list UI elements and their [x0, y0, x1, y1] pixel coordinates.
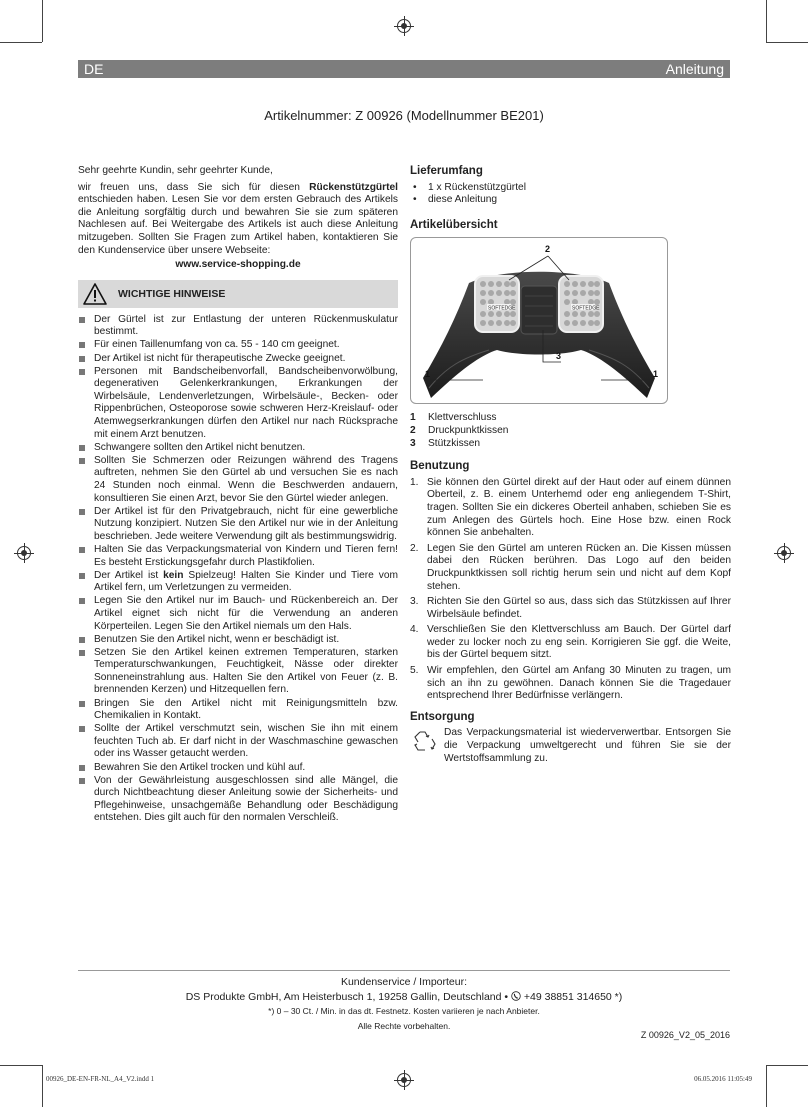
scope-list: [410, 182, 731, 207]
product-name: Rückenstützgürtel: [309, 181, 398, 193]
list-item: Für einen Taillenumfang von ca. 55 - 140 cm geeignet.: [78, 339, 398, 352]
list-item: Der Gürtel ist zur Entlastung der unteren Rückenmuskulatur bestimmt.: [78, 314, 398, 339]
step-number: 1.: [410, 476, 419, 488]
legend-label: Stützkissen: [428, 437, 481, 449]
legend-label: Klettverschluss: [428, 412, 497, 424]
footer-rights: Alle Rechte vorbehalten.: [357, 1021, 451, 1031]
step-text: Wir empfehlen, den Gürtel am Anfang 30 Minuten zu tragen, um sich an ihn zu gewöhnen. Danach können Sie die Tragedauer entsprechend Ihrer Bedürfnisse verlängern.: [427, 665, 731, 702]
toy-bold: kein: [163, 569, 184, 581]
callout-label: 1: [425, 369, 431, 380]
usage-step: [410, 477, 731, 540]
recycling-icon: [412, 729, 440, 753]
list-item: [78, 570, 398, 595]
website-link[interactable]: www.service-shopping.de: [175, 259, 301, 271]
disposal-heading: Entsorgung: [410, 710, 475, 723]
intro-paragraph: [78, 182, 398, 258]
legend-row: [410, 438, 731, 451]
scope-heading: Lieferumfang: [410, 165, 483, 177]
support-cushion: [521, 286, 557, 334]
phone-icon: [511, 991, 521, 1001]
footer-divider: [78, 970, 730, 971]
left-column: [78, 165, 398, 826]
list-item: Bewahren Sie den Artikel trocken und kühl auf.: [78, 762, 398, 775]
overview-heading: Artikelübersicht: [410, 218, 498, 231]
pad-logo: SOFTEDGE: [488, 305, 516, 312]
usage-step: [410, 543, 731, 593]
list-item: Bringen Sie den Artikel nicht mit Reinigungsmitteln bzw. Chemikalien in Kontakt.: [78, 698, 398, 723]
warning-header: [78, 280, 398, 308]
step-text: Sie können den Gürtel direkt auf der Haut oder auf einem dünnen Oberteil, z. B. einem Unterhemd oder eng anliegendem T-Shirt, tragen. Sollten Sie ein dickeres Oberteil anhaben, schieben Sie es zum Anlegen des Gürtels hoch. Eine Hose bzw. einen Rock können Sie anbehalten.: [427, 476, 731, 539]
address-text: DS Produkte GmbH, Am Heisterbusch 1, 19258 Gallin, Deutschland •: [185, 991, 511, 1003]
legend-row: [410, 412, 731, 425]
slug-filename: 00926_DE-EN-FR-NL_A4_V2.indd 1: [46, 1075, 155, 1083]
header-bar: [78, 60, 730, 78]
usage-step: [410, 624, 731, 662]
footer-cost-note: *) 0 – 30 Ct. / Min. in das dt. Festnetz. Kosten variieren je nach Anbieter.: [268, 1006, 540, 1016]
registration-mark-icon: [397, 1073, 411, 1087]
slug-date: 06.05.2016 11:05:49: [694, 1075, 752, 1083]
intro-text: wir freuen uns, dass Sie sich für diesen: [78, 181, 310, 193]
crop-mark: [42, 0, 43, 42]
crop-mark: [766, 1065, 767, 1107]
product-figure: [410, 237, 668, 404]
legend-row: [410, 425, 731, 438]
intro-text: entschieden haben. Lesen Sie vor dem ersten Gebrauch des Artikels die Anleitung sorgfältig durch und bewahren Sie sie zum späteren Nachlesen auf. Bei Weitergabe des Artikels ist auch diese Anleitung mitzugeben. Sollten Sie Fragen zum Artikel haben, kontaktieren Sie den Kundenservice über unsere Webseite:: [78, 194, 398, 256]
list-item: Der Artikel ist nicht für therapeutische Zwecke geeignet.: [78, 353, 398, 366]
footer-address: [78, 991, 730, 1003]
step-text: Richten Sie den Gürtel so aus, dass sich das Stützkissen auf Ihrer Wirbelsäule befindet.: [427, 596, 731, 620]
crop-mark: [766, 1065, 808, 1066]
usage-step: [410, 665, 731, 703]
crop-mark: [0, 1065, 42, 1066]
phone-number: +49 38851 314650 *): [520, 991, 623, 1003]
legend-number: 3: [410, 437, 416, 449]
right-column: [410, 165, 731, 765]
crop-mark: [766, 42, 808, 43]
crop-mark: [42, 1065, 43, 1107]
disposal-block: [410, 727, 731, 765]
belt-illustration: [411, 238, 667, 403]
step-number: 5.: [410, 665, 419, 677]
crop-mark: [766, 0, 767, 42]
crop-mark: [0, 42, 42, 43]
warning-list: [78, 314, 398, 825]
callout-label: 1: [653, 369, 659, 380]
registration-mark-icon: [397, 19, 411, 33]
toy-text: Der Artikel ist: [94, 569, 164, 581]
toy-text: Spielzeug! Halten Sie Kinder und Tiere vom Artikel fern, um Verletzungen zu vermeiden.: [94, 569, 398, 594]
legend-number: 1: [410, 412, 416, 424]
legend-number: 2: [410, 424, 416, 436]
usage-heading: Benutzung: [410, 460, 470, 473]
article-number: Artikelnummer: Z 00926 (Modellnummer BE201): [264, 108, 544, 123]
list-item: Halten Sie das Verpackungsmaterial von Kindern und Tieren fern! Es besteht Erstickungsgefahr durch Plastikfolien.: [78, 544, 398, 569]
step-number: 4.: [410, 624, 419, 636]
list-item: Setzen Sie den Artikel keinen extremen Temperaturen, starken Temperaturschwankungen, Feuchtigkeit, Nässe oder direkter Sonneneinstrahlung aus. Halten Sie den Artikel von Feuer (z. B. brennenden Kerzen) und Hitzequellen fern.: [78, 647, 398, 697]
list-item: Sollten Sie Schmerzen oder Reizungen während des Tragens auftreten, nehmen Sie den Gürtel ab und versuchen Sie es nach 24 Stunden noch einmal. Wenn die Beschwerden andauern, konsultieren Sie einen Arzt, bevor Sie den Gürtel wieder anlegen.: [78, 455, 398, 505]
list-item: • diese Anleitung: [410, 194, 731, 207]
callout-label: 2: [545, 244, 551, 255]
footer-version: Z 00926_V2_05_2016: [640, 1030, 730, 1040]
list-item: • 1 x Rückenstützgürtel: [410, 182, 731, 195]
legend: [410, 412, 731, 450]
document-type: Anleitung: [665, 61, 724, 77]
legend-label: Druckpunktkissen: [428, 424, 509, 436]
step-number: 3.: [410, 596, 419, 608]
language-code: DE: [84, 61, 104, 77]
list-item: Von der Gewährleistung ausgeschlossen sind alle Mängel, die durch Nichtbeachtung dieser Anleitung sowie der Sicherheits- und Pflegehinweise, unsachgemäße Behandlung oder Beschädigung entstehen. Dies gilt auch für den normalen Verschleiß.: [78, 775, 398, 825]
disposal-text: Das Verpackungsmaterial ist wiederverwertbar. Entsorgen Sie die Verpackung umweltgerecht und führen Sie sie der Wertstoffsammlung zu.: [444, 727, 731, 764]
list-item: Sollte der Artikel verschmutzt sein, wischen Sie ihn mit einem feuchten Tuch ab. Er darf nicht in der Waschmaschine gewaschen oder ins Wasser getaucht werden.: [78, 723, 398, 761]
warning-title: WICHTIGE HINWEISE: [118, 287, 226, 300]
list-item: Personen mit Bandscheibenvorfall, Bandscheibenvorwölbung, degenerativen Gelenkerkrankungen, Erkrankungen der Wirbelsäule, Lendenverletzungen, Wirbelsäule-, Becken- oder Rippenbrüchen, Osteoporose sowie schweren Herz-Kreislauf- oder Atemwegserkrankungen dürfen den Artikel nur nach Rücksprache mit einem Arzt benutzen.: [78, 366, 398, 442]
list-item: Benutzen Sie den Artikel nicht, wenn er beschädigt ist.: [78, 634, 398, 647]
list-item: Legen Sie den Artikel nur im Bauch- und Rückenbereich an. Der Artikel eignet sich nicht für die Verwendung an anderen Körperteilen. Legen Sie den Artikel niemals um den Hals.: [78, 595, 398, 633]
list-item: Der Artikel ist für den Privatgebrauch, nicht für eine gewerbliche Nutzung konzipiert. Nutzen Sie den Artikel nur wie in der Anleitung beschrieben. Jede weitere Verwendung gilt als bestimmungswidrig.: [78, 506, 398, 544]
registration-mark-icon: [17, 546, 31, 560]
registration-mark-icon: [777, 546, 791, 560]
step-number: 2.: [410, 542, 419, 554]
warning-triangle-icon: [82, 282, 108, 306]
usage-steps: [410, 477, 731, 703]
footer-service-label: Kundenservice / Importeur:: [340, 976, 468, 988]
usage-step: [410, 596, 731, 621]
step-text: Verschließen Sie den Klettverschluss am Bauch. Der Gürtel darf weder zu locker noch zu eng sein. Korrigieren Sie ggf. die Weite, bis der Gürtel bequem sitzt.: [427, 624, 731, 661]
callout-label: 3: [556, 351, 562, 362]
step-text: Legen Sie den Gürtel am unteren Rücken an. Die Kissen müssen dabei den Rücken berühren. Das Logo auf den beiden Druckpunktkissen soll richtig herum sein und nicht auf dem Kopf stehen.: [427, 542, 731, 592]
list-item: Schwangere sollten den Artikel nicht benutzen.: [78, 442, 398, 455]
greeting: Sehr geehrte Kundin, sehr geehrter Kunde,: [78, 165, 273, 176]
pad-logo: SOFTEDGE: [572, 305, 600, 312]
